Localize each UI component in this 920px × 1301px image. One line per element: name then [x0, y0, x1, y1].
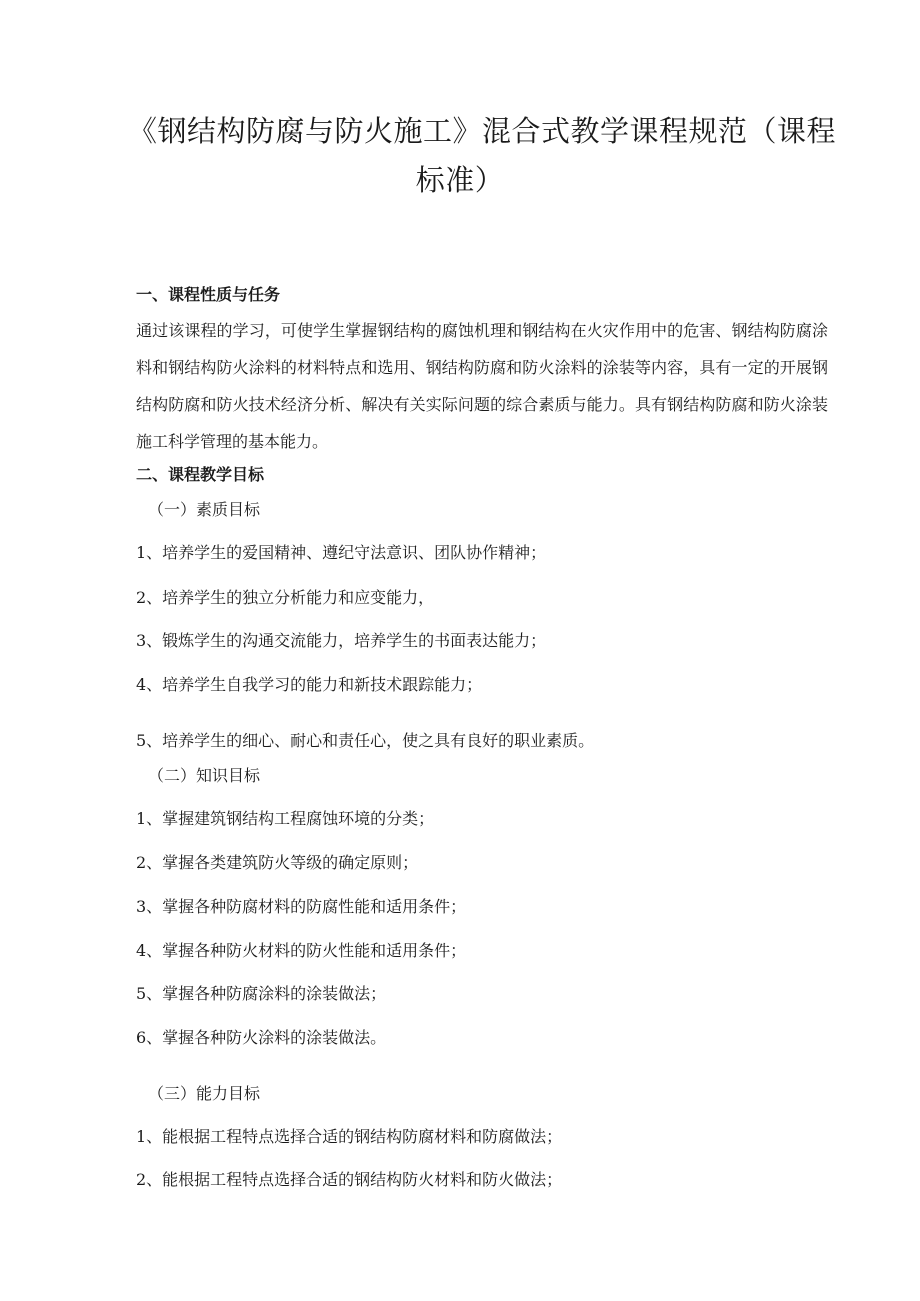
subheading-ability-goals: （三）能力目标 — [148, 1084, 261, 1103]
section-heading-course-nature: 一、课程性质与任务 — [136, 285, 281, 304]
ability-goal-item: 1、能根据工程特点选择合适的钢结构防腐材料和防腐做法； — [136, 1127, 563, 1146]
knowledge-goal-item: 5、掌握各种防腐涂料的涂装做法； — [136, 984, 387, 1003]
knowledge-goal-item: 3、掌握各种防腐材料的防腐性能和适用条件； — [136, 897, 467, 916]
knowledge-goal-item: 1、掌握建筑钢结构工程腐蚀环境的分类； — [136, 809, 435, 828]
quality-goal-item: 5、培养学生的细心、耐心和责任心，使之具有良好的职业素质。 — [136, 731, 595, 750]
knowledge-goal-item: 4、掌握各种防火材料的防火性能和适用条件； — [136, 941, 467, 960]
quality-goal-item: 1、培养学生的爱国精神、遵纪守法意识、团队协作精神； — [136, 543, 547, 562]
document-title-line-2: 标准） — [415, 163, 505, 197]
section-heading-teaching-goals: 二、课程教学目标 — [136, 465, 265, 484]
quality-goal-item: 2、培养学生的独立分析能力和应变能力， — [136, 588, 435, 607]
knowledge-goal-item: 6、掌握各种防火涂料的涂装做法。 — [136, 1028, 387, 1047]
ability-goal-item: 2、能根据工程特点选择合适的钢结构防火材料和防火做法； — [136, 1170, 563, 1189]
knowledge-goal-item: 2、掌握各类建筑防火等级的确定原则； — [136, 853, 419, 872]
quality-goal-item: 4、培养学生自我学习的能力和新技术跟踪能力； — [136, 675, 483, 694]
subheading-knowledge-goals: （二）知识目标 — [148, 766, 261, 785]
quality-goal-item: 3、锻炼学生的沟通交流能力，培养学生的书面表达能力； — [136, 631, 547, 650]
course-nature-text: 通过该课程的学习，可使学生掌握钢结构的腐蚀机理和钢结构在火灾作用中的危害、钢结构防腐涂料和钢结构防火涂料的材料特点和选用、钢结构防腐和防火涂料的涂装等内容，具有一定的开展钢结构防腐和防火技术经济分析、解决有关实际问题的综合素质与能力。具有钢结构防腐和防火涂装施工科学管理的基本能力。 — [136, 321, 828, 451]
document-title-line-1: 《钢结构防腐与防火施工》混合式教学课程规范（课程 — [127, 114, 836, 148]
course-nature-paragraph — [136, 312, 828, 460]
subheading-quality-goals: （一）素质目标 — [148, 500, 261, 519]
